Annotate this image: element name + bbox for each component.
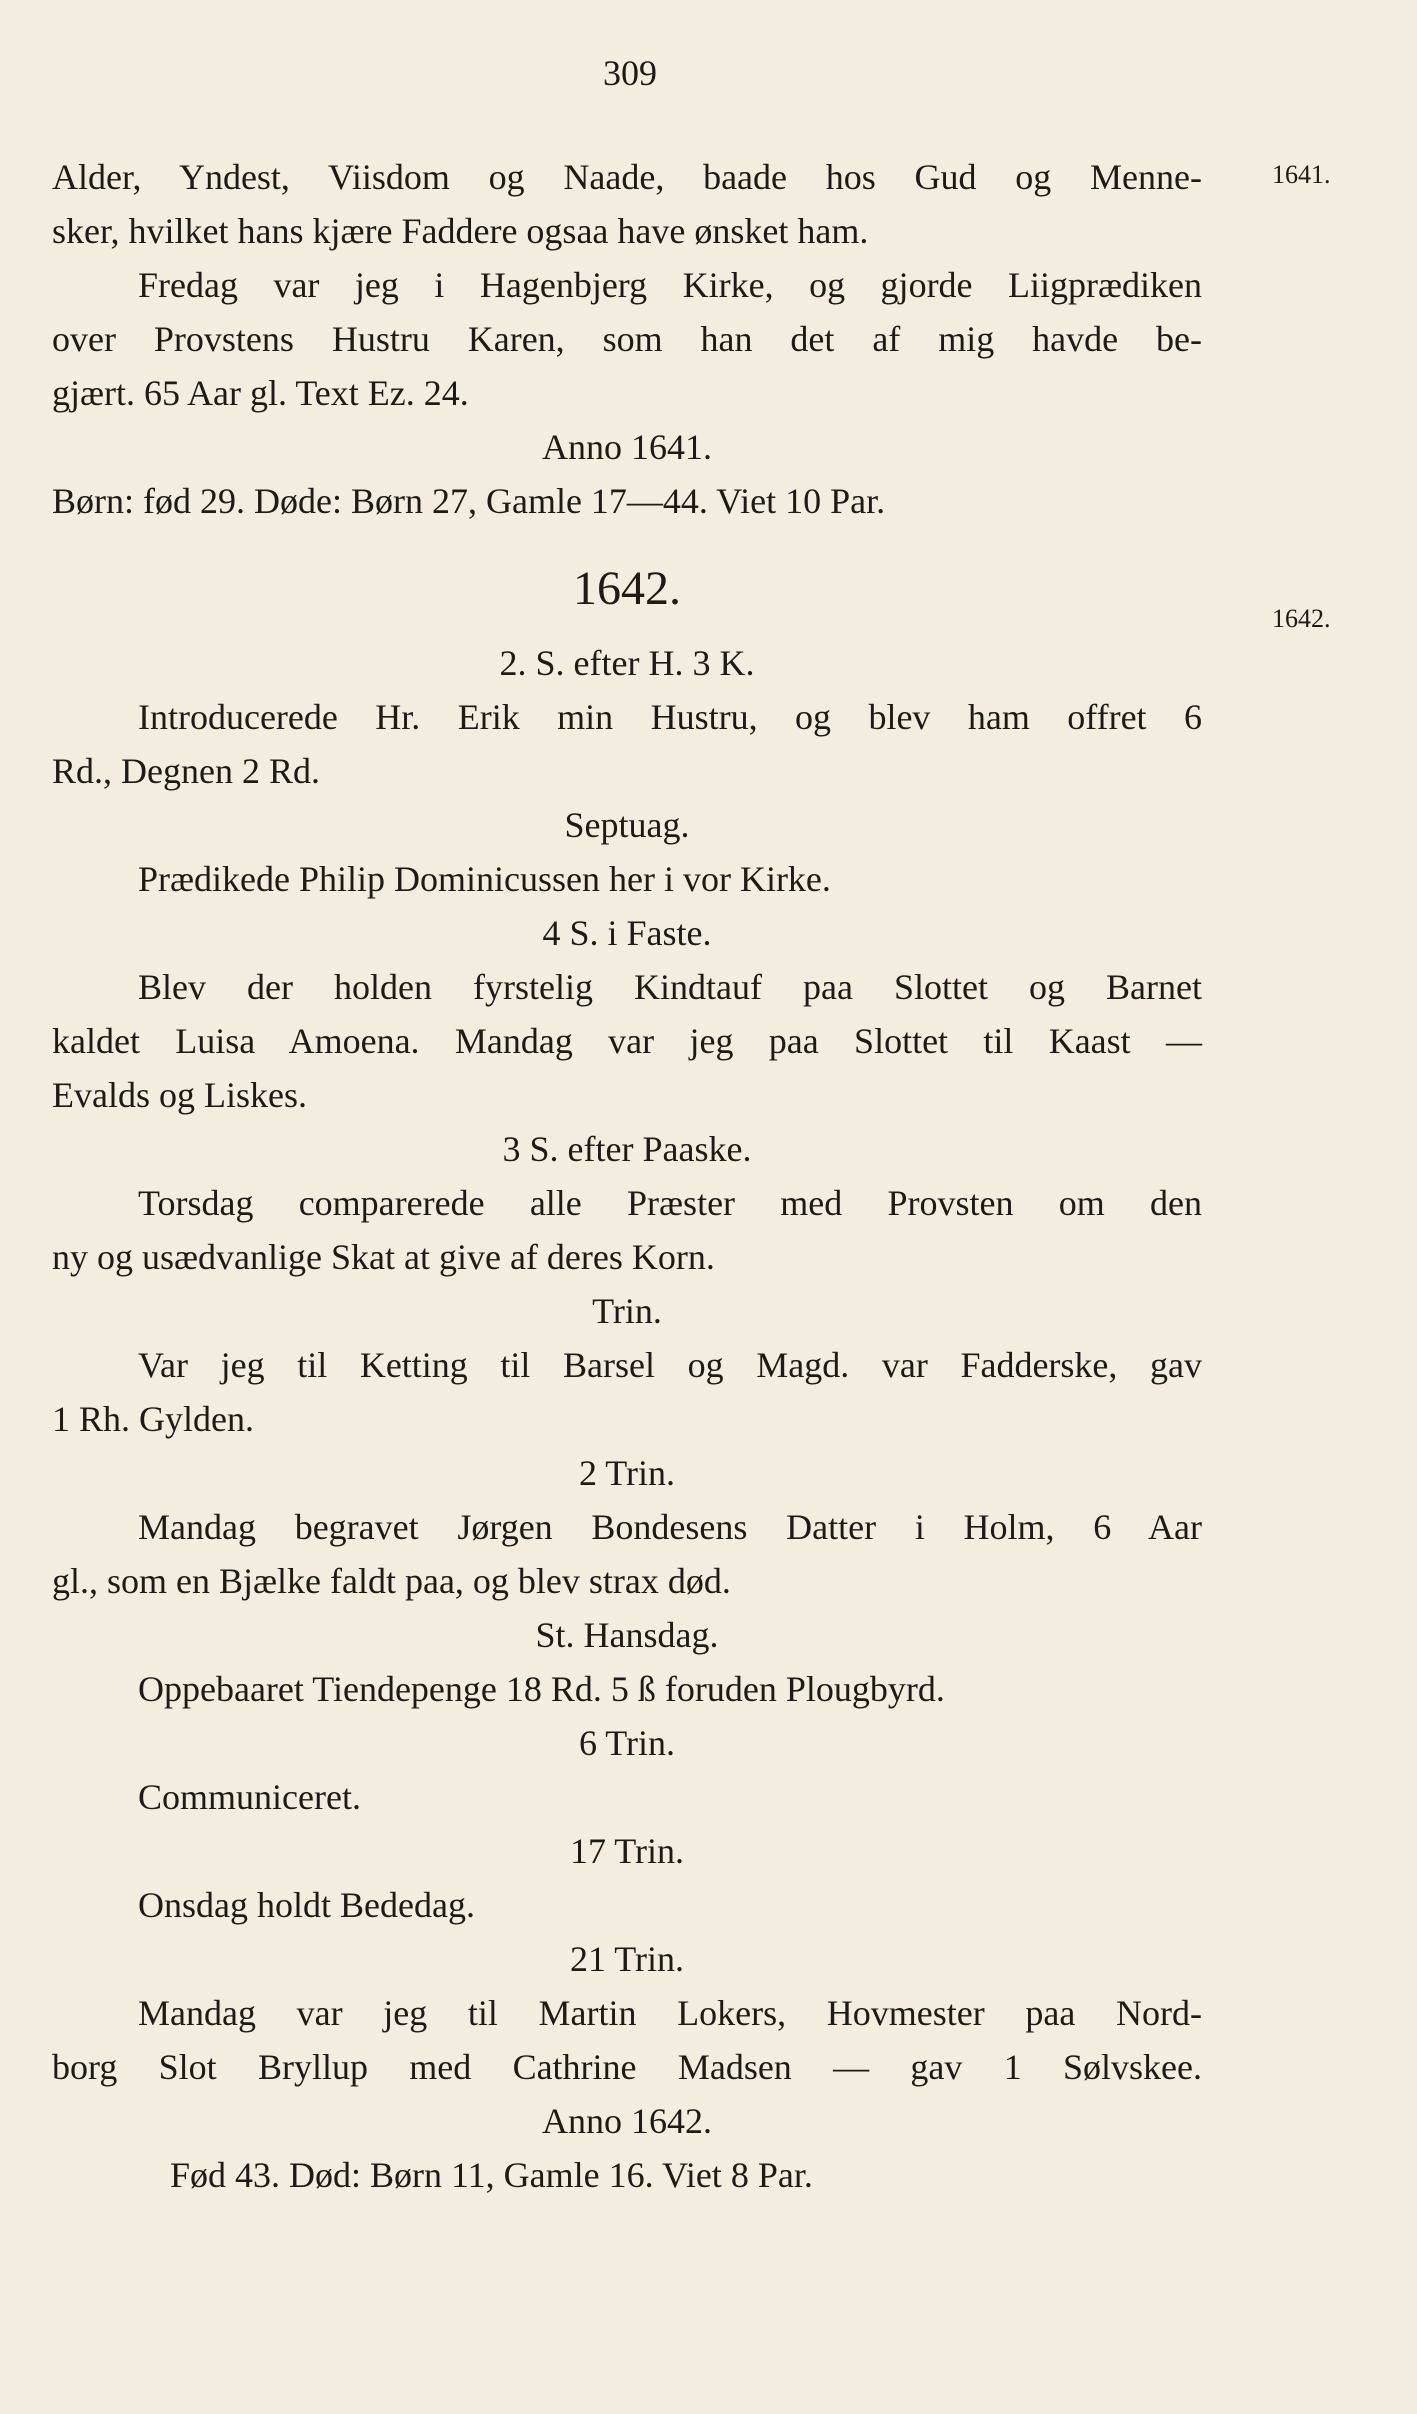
text-line: Alder, Yndest, Viisdom og Naade, baade hos Gud og Menne- bbox=[52, 157, 1202, 197]
section-heading: 2 Trin. bbox=[578, 1453, 676, 1493]
text-line: Prædikede Philip Dominicussen her i vor Kirke. bbox=[138, 859, 831, 899]
section-heading: 17 Trin. bbox=[569, 1831, 685, 1871]
year-heading: 1642. bbox=[573, 562, 681, 615]
text-line: Rd., Degnen 2 Rd. bbox=[52, 751, 320, 791]
text-line: Evalds og Liskes. bbox=[52, 1075, 307, 1115]
section-heading: St. Hansdag. bbox=[535, 1615, 719, 1655]
section-heading: 21 Trin. bbox=[569, 1939, 685, 1979]
text-line: ny og usædvanlige Skat at give af deres Korn. bbox=[52, 1237, 715, 1277]
text-line: gl., som en Bjælke faldt paa, og blev strax død. bbox=[52, 1561, 731, 1601]
text-line: Onsdag holdt Bededag. bbox=[138, 1885, 475, 1925]
text-line: Mandag var jeg til Martin Lokers, Hovmester paa Nord- bbox=[138, 1993, 1202, 2033]
page-number: 309 bbox=[603, 53, 657, 93]
text-line: Torsdag comparerede alle Præster med Provsten om den bbox=[138, 1183, 1202, 1223]
section-heading: Anno 1642. bbox=[542, 2101, 712, 2141]
text-line: borg Slot Bryllup med Cathrine Madsen — gav 1 Sølvskee. bbox=[52, 2047, 1202, 2087]
text-line: Mandag begravet Jørgen Bondesens Datter i Holm, 6 Aar bbox=[138, 1507, 1202, 1547]
section-heading: Septuag. bbox=[564, 805, 690, 845]
text-line: Fød 43. Død: Børn 11, Gamle 16. Viet 8 Par. bbox=[170, 2155, 813, 2195]
text-line: sker, hvilket hans kjære Faddere ogsaa have ønsket ham. bbox=[52, 211, 869, 251]
text-line: Var jeg til Ketting til Barsel og Magd. var Fadderske, gav bbox=[138, 1345, 1202, 1385]
section-heading: 2. S. efter H. 3 K. bbox=[499, 643, 755, 683]
text-line: 1 Rh. Gylden. bbox=[52, 1399, 254, 1439]
text-line: Blev der holden fyrstelig Kindtauf paa Slottet og Barnet bbox=[138, 967, 1202, 1007]
text-line: Fredag var jeg i Hagenbjerg Kirke, og gjorde Liigprædiken bbox=[138, 265, 1202, 305]
section-heading: 4 S. i Faste. bbox=[542, 913, 712, 953]
text-line: gjært. 65 Aar gl. Text Ez. 24. bbox=[52, 373, 469, 413]
section-heading: Anno 1641. bbox=[542, 427, 712, 467]
section-heading: 3 S. efter Paaske. bbox=[502, 1129, 752, 1169]
text-line: Oppebaaret Tiendepenge 18 Rd. 5 ß foruden Plougbyrd. bbox=[138, 1669, 945, 1709]
margin-year-1641: 1641. bbox=[1272, 160, 1331, 189]
text-line: Communiceret. bbox=[138, 1777, 361, 1817]
text-line: kaldet Luisa Amoena. Mandag var jeg paa Slottet til Kaast — bbox=[52, 1021, 1202, 1061]
section-heading: Trin. bbox=[592, 1291, 662, 1331]
text-line: over Provstens Hustru Karen, som han det af mig havde be- bbox=[52, 319, 1202, 359]
margin-year-1642: 1642. bbox=[1272, 604, 1331, 633]
text-line: Introducerede Hr. Erik min Hustru, og blev ham offret 6 bbox=[138, 697, 1202, 737]
text-line: Børn: fød 29. Døde: Børn 27, Gamle 17—44. Viet 10 Par. bbox=[52, 481, 886, 521]
section-heading: 6 Trin. bbox=[578, 1723, 676, 1763]
